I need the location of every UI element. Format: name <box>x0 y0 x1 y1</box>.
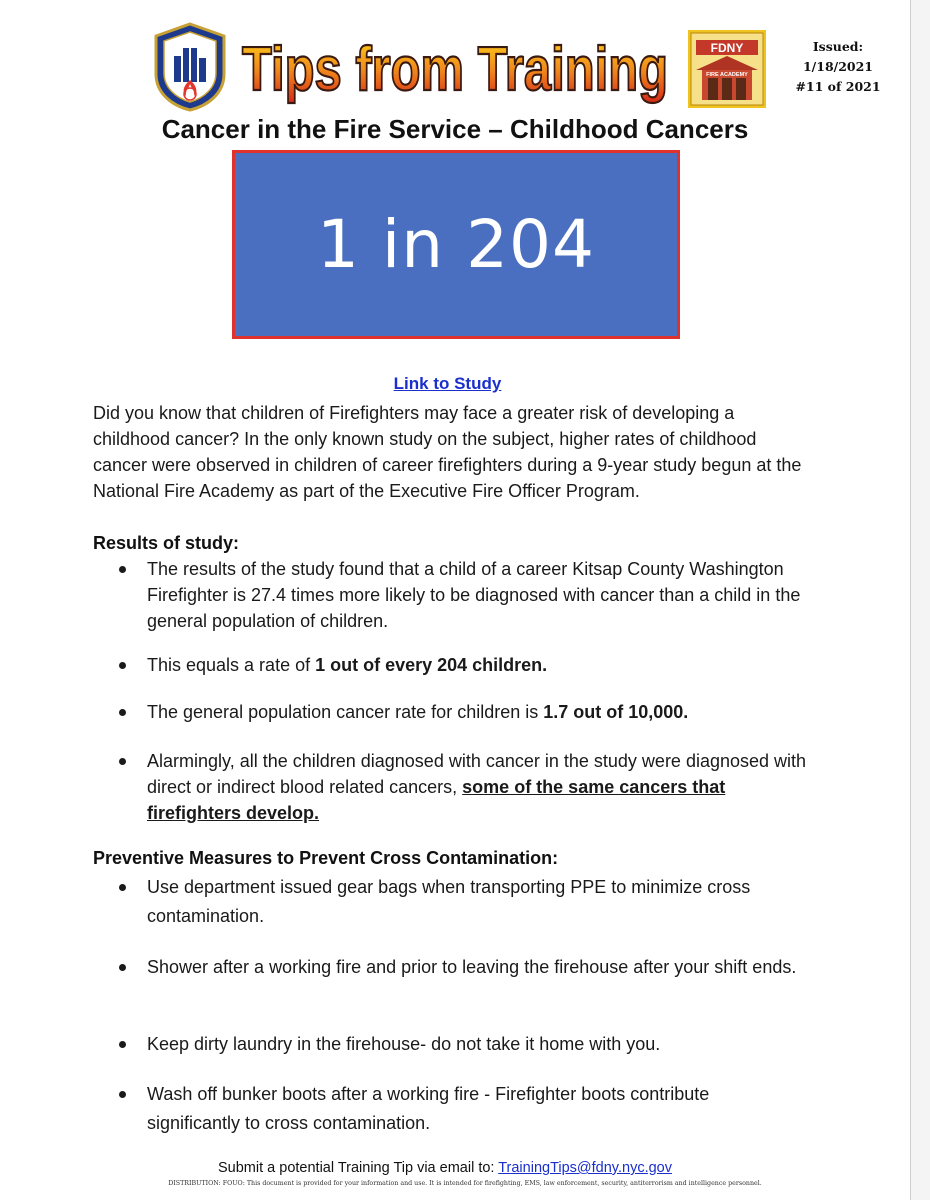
intro-paragraph: Did you know that children of Firefighters may face a greater risk of developing a childhood cancer? In the only known study on the subject, higher rates of childhood cancer were observed in children of career firefighters during a 9-year study begun at the National Fire Academy as part of the Executive Fire Officer Program. <box>93 403 802 501</box>
page-shadow <box>911 0 930 1200</box>
bullet-dot <box>117 652 127 678</box>
svg-text:Tips from Training: Tips from Training <box>242 35 668 104</box>
tips-from-training-banner <box>237 28 673 106</box>
issue-number: #11 of 2021 <box>795 79 881 94</box>
stat-callout-box <box>232 150 680 339</box>
preventive-item-2: Shower after a working fire and prior to leaving the firehouse after your shift ends. <box>147 957 797 977</box>
stat-callout-text: 1 in 204 <box>316 206 596 283</box>
footer-submit <box>0 1160 890 1176</box>
preventive-heading: Preventive Measures to Prevent Cross Contamination: <box>93 848 559 868</box>
issued-date: Issued: 1/18/2021 <box>802 39 873 74</box>
results-bullet-2-bold: 1 out of every 204 children. <box>315 655 548 675</box>
footer-email-link[interactable]: TrainingTips@fdny.nyc.gov <box>498 1160 672 1176</box>
footer-submit-text: Submit a potential Training Tip via email to: <box>218 1160 499 1176</box>
results-heading: Results of study: <box>93 533 240 553</box>
bullet-dot <box>117 954 127 980</box>
preventive-item-4: Wash off bunker boots after a working fire - Firefighter boots contribute significantly to cross contamination. <box>147 1084 710 1133</box>
bullet-dot <box>117 1081 127 1107</box>
results-bullet-4-text: Alarmingly, all the children diagnosed with cancer in the study were diagnosed with direct or indirect blood related cancers, <box>147 751 807 797</box>
results-bullet-2 <box>147 652 807 678</box>
results-bullet-3-bold: 1.7 out of 10,000. <box>543 702 689 722</box>
svg-text:FIRE ACADEMY: FIRE ACADEMY <box>706 72 748 78</box>
bullet-dot <box>117 1031 127 1057</box>
bullet-dot <box>117 556 127 582</box>
bullet-dot <box>117 874 127 900</box>
bullet-dot <box>117 748 127 774</box>
svg-text:FDNY: FDNY <box>710 41 744 55</box>
page-title: Cancer in the Fire Service – Childhood Cancers <box>161 114 749 144</box>
results-bullet-1: The results of the study found that a child of a career Kitsap County Washington Firefighter is 27.4 times more likely to be diagnosed with cancer than a child in the general population of children. <box>147 559 801 631</box>
distribution-notice: DISTRIBUTION: FOUO: This document is provided for your information and use. It is intended for firefighting, EMS, law enforcement, security, antiterrorism and intelligence personnel. <box>168 1180 762 1187</box>
results-bullet-4-underlined: some of the same cancers that firefighters develop. <box>147 777 726 823</box>
preventive-item-3: Keep dirty laundry in the firehouse- do not take it home with you. <box>147 1034 661 1054</box>
results-bullet-3 <box>147 699 807 725</box>
preventive-item-1: Use department issued gear bags when transporting PPE to minimize cross contamination. <box>147 877 751 926</box>
bullet-dot <box>117 699 127 725</box>
results-bullet-3-text: The general population cancer rate for children is <box>147 702 544 722</box>
fdny-seal-logo <box>152 22 228 112</box>
results-bullet-4 <box>147 748 807 826</box>
issue-info <box>778 37 898 97</box>
results-bullet-2-text: This equals a rate of <box>147 655 316 675</box>
link-to-study[interactable]: Link to Study <box>393 374 502 393</box>
